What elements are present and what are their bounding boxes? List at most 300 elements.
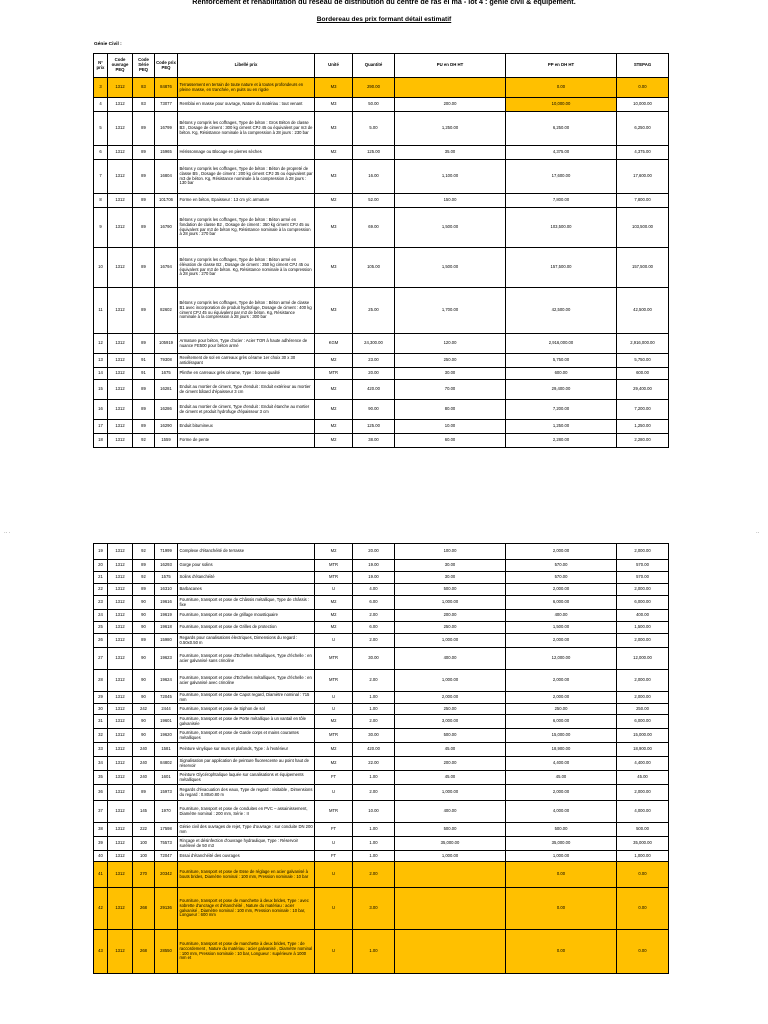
cell-libelle: Enduit au mortier de ciment, Type d'enduit : Enduit extérieur au mortier de ciment bâtard d'épaisseur 3 cm [178,380,315,400]
cell-unite: MTR [315,572,353,584]
cell-code-prix: 79308 [155,354,178,368]
cell-code-prix: 84876 [155,78,178,98]
cell-prix-total: 2,000.00 [506,634,617,648]
cell-unite: U [315,862,353,888]
cell-quantite: 6.00 [353,596,395,610]
cell-prix-unitaire [395,888,506,930]
cell-libelle: Fourniture, transport et pose d'Echelles métalliques, Type d'échelle : en acier galvanisé avec crinoline [178,670,315,692]
cell-prix-unitaire: 120.00 [395,334,506,354]
estimate-table-page-2 [93,543,669,974]
cell-code-serie: 91 [133,368,155,380]
cell-prix-total: 10,000.00 [506,98,617,112]
cell-code-serie: 89 [133,248,155,288]
cell-code-serie: 83 [133,98,155,112]
cell-code-serie: 90 [133,622,155,634]
cell-prix-unitaire [395,862,506,888]
cell-prix-total: 103,500.00 [506,208,617,248]
cell-quantite: 25.00 [353,288,395,334]
cell-prix-total: 250.00 [506,704,617,715]
cell-quantite: 2.00 [353,670,395,692]
cell-code-serie: 92 [133,434,155,448]
table-row [94,354,669,368]
cell-prix-unitaire: 60.00 [395,434,506,448]
cell-code-serie: 268 [133,888,155,930]
cell-stepag: 29,400.00 [617,380,669,400]
cell-unite: M2 [315,622,353,634]
cell-prix-number: 27 [94,648,108,670]
cell-stepag: 600.00 [617,368,669,380]
cell-stepag: 15,000.00 [617,729,669,743]
cell-prix-total: 157,500.00 [506,248,617,288]
table-row [94,208,669,248]
table-row [94,862,669,888]
cell-code-ouvrage: 1312 [108,368,133,380]
cell-prix-total: 2,000.00 [506,544,617,560]
cell-prix-unitaire: 1,000.00 [395,851,506,862]
cell-libelle: Gorge pour solins [178,560,315,572]
cell-stepag: 1,500.00 [617,622,669,634]
table-row [94,434,669,448]
cell-prix-total: 570.00 [506,572,617,584]
cell-prix-unitaire: 30.00 [395,368,506,380]
cell-code-ouvrage: 1312 [108,670,133,692]
cell-libelle: Génie civil des ouvrages de rejet, Type d'ouvrage : sur conduite DN 200 mm [178,823,315,837]
cell-unite: U [315,584,353,596]
cell-code-serie: 89 [133,380,155,400]
cell-libelle: Forme de pente [178,434,315,448]
cell-quantite: 420.00 [353,380,395,400]
cell-unite: M2 [315,544,353,560]
cell-prix-number: 33 [94,743,108,757]
cell-quantite: 6.00 [353,622,395,634]
cell-quantite: 20.00 [353,368,395,380]
table-row [94,596,669,610]
cell-prix-total: 4,000.00 [506,801,617,823]
col-header-n-prix: N° prix [94,54,108,78]
cell-code-prix: 19620 [155,729,178,743]
cell-code-ouvrage: 1312 [108,634,133,648]
cell-code-prix: 84802 [155,757,178,771]
cell-stepag: 4,400.00 [617,757,669,771]
cell-libelle: Signalisation par application de peinture fluorescente au point haut de réservoir [178,757,315,771]
cell-code-prix: 71999 [155,544,178,560]
cell-prix-total: 0.00 [506,930,617,974]
cell-code-serie: 240 [133,743,155,757]
cell-stepag: 45.00 [617,771,669,785]
cell-code-prix: 19624 [155,670,178,692]
cell-code-serie: 100 [133,851,155,862]
cell-unite: M2 [315,715,353,729]
cell-quantite: 10.00 [353,801,395,823]
cell-code-serie: 89 [133,194,155,208]
cell-prix-number: 6 [94,146,108,160]
cell-quantite: 3.00 [353,888,395,930]
cell-libelle: Bétons y compris les coffrages, Type de béton : Béton armé de classe B1 avec incorporation de produit hydrofuge, Dosage de ciment : 400 kg ciment CPJ 45 ou équivalent par m3 de béton. Kg, Résistance nominale à la compression à 28 jours : 300 bar [178,288,315,334]
cell-prix-total: 570.00 [506,560,617,572]
table-header-row [94,54,669,78]
cell-prix-total: 7,200.00 [506,400,617,420]
cell-quantite: 69.00 [353,208,395,248]
col-header-pp: PP en DH HT [506,54,617,78]
cell-unite: U [315,930,353,974]
cell-unite: M2 [315,757,353,771]
cell-code-prix: 105919 [155,334,178,354]
cell-stepag: 12,000.00 [617,648,669,670]
cell-quantite: 2.00 [353,862,395,888]
cell-prix-unitaire: 45.00 [395,771,506,785]
cell-stepag: 570.00 [617,560,669,572]
cell-prix-number: 26 [94,634,108,648]
cell-code-serie: 89 [133,584,155,596]
cell-libelle: Revêtement de sol en carreaux grès cérame 1er choix 30 x 30 antidérapant [178,354,315,368]
cell-code-prix: 16293 [155,560,178,572]
cell-unite: M2 [315,610,353,622]
col-header-libelle: Libellé prix [178,54,315,78]
cell-prix-total: 500.00 [506,823,617,837]
cell-prix-unitaire: 100.00 [395,544,506,560]
cell-prix-total: 35,000.00 [506,837,617,851]
col-header-stepag: STEPAG [617,54,669,78]
cell-prix-total: 29,400.00 [506,380,617,400]
cell-quantite: 38.00 [353,434,395,448]
cell-prix-total: 2,000.00 [506,692,617,704]
cell-code-serie: 92 [133,544,155,560]
cell-code-prix: 16790 [155,208,178,248]
cell-stepag: 0.00 [617,862,669,888]
cell-prix-unitaire: 1,000.00 [395,785,506,801]
cell-code-serie: 270 [133,862,155,888]
cell-code-ouvrage: 1312 [108,729,133,743]
table-row [94,544,669,560]
cell-prix-number: 31 [94,715,108,729]
cell-code-serie: 89 [133,334,155,354]
cell-stepag: 35,000.00 [617,837,669,851]
cell-code-serie: 240 [133,771,155,785]
cell-unite: MTR [315,801,353,823]
cell-code-serie: 242 [133,704,155,715]
cell-code-serie: 89 [133,420,155,434]
cell-prix-number: 14 [94,368,108,380]
cell-code-ouvrage: 1312 [108,434,133,448]
cell-prix-number: 15 [94,380,108,400]
cell-unite: MTR [315,368,353,380]
table-row [94,622,669,634]
cell-code-prix: 1675 [155,368,178,380]
cell-code-serie: 83 [133,78,155,98]
cell-code-serie: 268 [133,930,155,974]
cell-code-prix: 1970 [155,801,178,823]
cell-prix-total: 42,500.00 [506,288,617,334]
table-row [94,634,669,648]
cell-stepag: 2,000.00 [617,544,669,560]
cell-unite: M2 [315,596,353,610]
cell-libelle: Bétons y compris les coffrages, Type de béton : Gros Béton de classe B3 , Dosage de ciment : 300 kg ciment CPJ 45 ou équivalent par m3 de béton. Kg, Résistance nominale à la compression à 28 jours : 230 bar [178,112,315,146]
cell-code-ouvrage: 1312 [108,715,133,729]
cell-quantite: 19.00 [353,572,395,584]
cell-prix-number: 9 [94,208,108,248]
cell-prix-unitaire: 35.00 [395,146,506,160]
cell-code-ouvrage: 1312 [108,862,133,888]
cell-code-serie: 90 [133,610,155,622]
cell-code-ouvrage: 1312 [108,704,133,715]
table-row [94,420,669,434]
cell-prix-unitaire: 1,500.00 [395,208,506,248]
cell-code-ouvrage: 1312 [108,771,133,785]
cell-quantite: 125.00 [353,146,395,160]
cell-code-serie: 89 [133,785,155,801]
cell-quantite: 23.00 [353,354,395,368]
table-row [94,572,669,584]
cell-libelle: Bétons y compris les coffrages, Type de béton : Béton de propreté de classe B5 , Dosage de ciment : 200 kg ciment CPJ 35 ou équivalent par m3 de béton. Kg, Résistance nominale à la compression à 28 jours : 130 bar [178,160,315,194]
cell-code-prix: 1575 [155,572,178,584]
cell-code-ouvrage: 1312 [108,544,133,560]
cell-code-prix: 2444 [155,704,178,715]
table-row [94,930,669,974]
cell-prix-total: 6,250.00 [506,112,617,146]
cell-stepag: 6,000.00 [617,596,669,610]
cell-stepag: 18,900.00 [617,743,669,757]
cell-stepag: 157,500.00 [617,248,669,288]
cell-code-ouvrage: 1312 [108,354,133,368]
estimate-table-page-1 [93,53,669,448]
cell-prix-number: 12 [94,334,108,354]
cell-unite: M3 [315,112,353,146]
cell-prix-unitaire: 3,000.00 [395,715,506,729]
cell-quantite: 24,300.00 [353,334,395,354]
cell-stepag: 400.00 [617,610,669,622]
cell-stepag: 42,500.00 [617,288,669,334]
cell-prix-number: 19 [94,544,108,560]
cell-unite: U [315,634,353,648]
cell-quantite: 2.00 [353,610,395,622]
cell-code-ouvrage: 1312 [108,160,133,194]
cell-unite: M2 [315,354,353,368]
cell-stepag: 2,000.00 [617,785,669,801]
table-row [94,610,669,622]
cell-prix-number: 13 [94,354,108,368]
cell-code-ouvrage: 1312 [108,146,133,160]
cell-code-prix: 20342 [155,862,178,888]
cell-libelle: Fourniture, transport et pose de Esse de réglage en acier galvanisé à bouts brides, Diamètre nominal : 100 mm, Pression nominale : 10 bar [178,862,315,888]
cell-code-prix: 16286 [155,400,178,420]
cell-libelle: Solins d'étanchéité [178,572,315,584]
cell-code-ouvrage: 1312 [108,400,133,420]
cell-stepag: 1,000.00 [617,851,669,862]
cell-prix-total: 5,750.00 [506,354,617,368]
cell-stepag: 2,000.00 [617,584,669,596]
cell-prix-number: 25 [94,622,108,634]
cell-code-serie: 90 [133,648,155,670]
cell-code-prix: 1601 [155,771,178,785]
cell-prix-total: 2,916,000.00 [506,334,617,354]
cell-code-serie: 89 [133,400,155,420]
cell-quantite: 20.00 [353,544,395,560]
cell-prix-number: 18 [94,434,108,448]
cell-quantite: 2.00 [353,715,395,729]
cell-code-prix: 72045 [155,692,178,704]
cell-prix-unitaire: 200.00 [395,757,506,771]
cell-unite: FT [315,823,353,837]
cell-prix-total: 6,000.00 [506,715,617,729]
cell-code-serie: 89 [133,560,155,572]
cell-code-prix: 16290 [155,420,178,434]
cell-libelle: Fourniture, transport et pose de grillage moustiquaire [178,610,315,622]
cell-prix-unitaire: 200.00 [395,610,506,622]
table-row [94,670,669,692]
cell-code-ouvrage: 1312 [108,622,133,634]
cell-prix-total: 4,400.00 [506,757,617,771]
cell-stepag: 17,600.00 [617,160,669,194]
table-row [94,248,669,288]
cell-code-prix: 29136 [155,888,178,930]
cell-prix-unitaire: 150.00 [395,194,506,208]
cell-prix-number: 10 [94,248,108,288]
table-row [94,78,669,98]
table-row [94,743,669,757]
cell-code-serie: 89 [133,208,155,248]
cell-code-ouvrage: 1312 [108,112,133,146]
cell-code-ouvrage: 1312 [108,785,133,801]
cell-code-prix: 15973 [155,785,178,801]
cell-prix-number: 8 [94,194,108,208]
cell-stepag: 7,200.00 [617,400,669,420]
cell-libelle: Forme en béton, Epaisseur : 13 cm y/c armature [178,194,315,208]
cell-code-ouvrage: 1312 [108,888,133,930]
cell-unite: MTR [315,560,353,572]
cell-quantite: 16.00 [353,160,395,194]
cell-code-ouvrage: 1312 [108,757,133,771]
cell-code-prix: 16310 [155,584,178,596]
cell-code-serie: 89 [133,146,155,160]
cell-quantite: 105.00 [353,248,395,288]
table-row [94,648,669,670]
cell-unite: M2 [315,194,353,208]
table-row [94,771,669,785]
cell-prix-number: 36 [94,785,108,801]
cell-prix-number: 41 [94,862,108,888]
cell-prix-number: 24 [94,610,108,622]
cell-libelle: Enduit au mortier de ciment, Type d'enduit : Enduit étanche au mortier de ciment et produit hydrofuge d'épaisseur 3 cm [178,400,315,420]
table-row [94,98,669,112]
cell-prix-total: 0.00 [506,862,617,888]
table-row [94,368,669,380]
cell-code-prix: 82602 [155,288,178,334]
cell-stepag: 6,000.00 [617,715,669,729]
cell-code-serie: 90 [133,729,155,743]
cell-prix-total: 1,500.00 [506,622,617,634]
cell-stepag: 0.00 [617,78,669,98]
cell-prix-unitaire [395,930,506,974]
cell-code-ouvrage: 1312 [108,851,133,862]
cell-stepag: 10,000.00 [617,98,669,112]
cell-libelle: Peinture Glycérophtalique laquée sur canalisations et équipements métalliques [178,771,315,785]
cell-prix-number: 30 [94,704,108,715]
cell-quantite: 22.00 [353,757,395,771]
cell-prix-unitaire: 1,500.00 [395,248,506,288]
cell-code-serie: 89 [133,634,155,648]
cell-code-prix: 101706 [155,194,178,208]
cell-code-prix: 19618 [155,622,178,634]
cell-unite: M2 [315,420,353,434]
cell-unite: M2 [315,146,353,160]
cell-unite: M3 [315,98,353,112]
cell-prix-total: 12,000.00 [506,648,617,670]
cell-libelle: Fourniture, transport et pose de Porte métallique à un vantail en tôle galvanisée [178,715,315,729]
cell-code-ouvrage: 1312 [108,610,133,622]
cell-libelle: Regards pour canalisations électriques, Dimensions du regard : 0.50x0.50 m [178,634,315,648]
cell-code-ouvrage: 1312 [108,560,133,572]
cell-prix-unitaire: 30.00 [395,560,506,572]
cell-prix-unitaire: 250.00 [395,704,506,715]
cell-prix-unitaire: 250.00 [395,354,506,368]
table-row [94,584,669,596]
cell-quantite: 1.00 [353,692,395,704]
cell-prix-number: 5 [94,112,108,146]
cell-code-ouvrage: 1312 [108,823,133,837]
cell-prix-number: 38 [94,823,108,837]
cell-prix-number: 17 [94,420,108,434]
cell-libelle: Hérissonnage ou Blocage en pierres sèches [178,146,315,160]
cell-prix-number: 34 [94,757,108,771]
cell-prix-number: 28 [94,670,108,692]
cell-libelle: Regards d'évacuation des eaux, Type de regard : visitable , Dimensions du regard : 0.80x0.80 m [178,785,315,801]
cell-prix-unitaire: 45.00 [395,743,506,757]
cell-quantite: 5.00 [353,112,395,146]
cell-stepag: 250.00 [617,704,669,715]
cell-quantite: 125.00 [353,420,395,434]
cell-prix-unitaire: 500.00 [395,823,506,837]
cell-quantite: 90.00 [353,400,395,420]
cell-code-ouvrage: 1312 [108,596,133,610]
cell-prix-unitaire: 1,000.00 [395,634,506,648]
table-row [94,400,669,420]
cell-libelle: Fourniture, transport et pose de Siphon de sol [178,704,315,715]
cell-stepag: 5,750.00 [617,354,669,368]
cell-unite: M2 [315,380,353,400]
cell-libelle: Fourniture, transport et pose de manchette à deux brides, Type : avec sobrette d'ancrage et d'étanchéité , Nature du matériau : acier galvanisé , Diamètre nominal : 100 mm, Pression nominale : 10 bar, Longueur : 600 mm [178,888,315,930]
cell-prix-total: 2,000.00 [506,584,617,596]
cell-code-serie: 89 [133,288,155,334]
cell-prix-number: 39 [94,837,108,851]
cell-libelle: Fourniture, transport et pose de manchette à deux brides, Type : de raccordement , Nature du matériau : acier galvanisé , Diamètre nominal : 100 mm, Pression nominale : 10 bar, Longueur : supérieure à 1000 mm et [178,930,315,974]
table-row [94,194,669,208]
cell-quantite: 50.00 [353,98,395,112]
cell-code-serie: 89 [133,160,155,194]
cell-code-serie: 92 [133,572,155,584]
cell-prix-number: 35 [94,771,108,785]
cell-libelle: Complexe d'étanchéité de terrasse [178,544,315,560]
col-header-code-prix: Code prix PEQ [155,54,178,78]
cell-code-ouvrage: 1312 [108,584,133,596]
cell-code-serie: 222 [133,823,155,837]
cell-libelle: Rinçage et désinfection d'ouvrage hydraulique, Type : Réservoir surélevé de 50 m3 [178,837,315,851]
cell-code-prix: 17598 [155,823,178,837]
cell-libelle: Terrassement en terrain de toute nature et à toutes profondeurs en pleine masse, en tranchée, en puits ou en rigole [178,78,315,98]
cell-code-ouvrage: 1312 [108,248,133,288]
cell-code-ouvrage: 1312 [108,692,133,704]
cell-stepag: 2,916,000.00 [617,334,669,354]
cell-prix-number: 32 [94,729,108,743]
cell-quantite: 1.00 [353,930,395,974]
cell-unite: U [315,785,353,801]
cell-prix-unitaire: 2,000.00 [395,692,506,704]
cell-code-prix: 28550 [155,930,178,974]
cell-prix-number: 42 [94,888,108,930]
cell-prix-total: 0.00 [506,78,617,98]
cell-prix-unitaire: 400.00 [395,648,506,670]
cell-code-prix: 15965 [155,146,178,160]
cell-quantite: 1.00 [353,837,395,851]
